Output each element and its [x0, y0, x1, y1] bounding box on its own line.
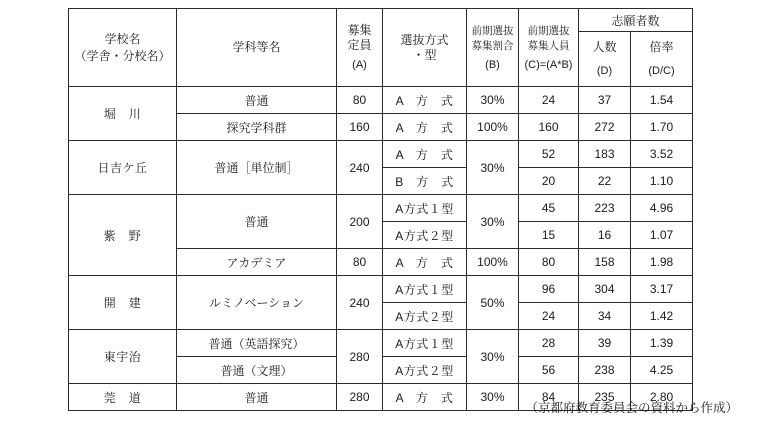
- col-header-ratio-note: (B): [485, 58, 500, 71]
- cell-ratio: 100%: [467, 249, 519, 276]
- col-header-method-line2: ・型: [412, 47, 437, 62]
- cell-multiplier: 3.52: [631, 141, 693, 168]
- cell-method: A方式１型: [383, 276, 467, 303]
- col-header-ratio: [467, 9, 519, 87]
- cell-school: 堀 川: [69, 87, 177, 141]
- cell-ratio: 30%: [467, 384, 519, 411]
- cell-method: A方式２型: [383, 303, 467, 330]
- cell-applicants: 34: [579, 303, 631, 330]
- col-header-dept-label: 学科等名: [232, 40, 281, 55]
- cell-applicants: 16: [579, 222, 631, 249]
- cell-dept: 普通: [177, 384, 337, 411]
- cell-multiplier: 1.70: [631, 114, 693, 141]
- col-header-people-line2: 募集人員: [527, 39, 570, 52]
- cell-multiplier: 4.25: [631, 357, 693, 384]
- col-header-method-line1: 選抜方式: [400, 32, 449, 47]
- col-header-applicants-mult: [631, 32, 693, 87]
- table-sheet: [68, 8, 692, 411]
- cell-method: A 方 式: [383, 141, 467, 168]
- col-header-applicants-count-label: 人数: [592, 40, 617, 55]
- cell-multiplier: 1.10: [631, 168, 693, 195]
- cell-method: A方式１型: [383, 330, 467, 357]
- cell-method: A 方 式: [383, 114, 467, 141]
- cell-dept: 普通: [177, 195, 337, 249]
- admissions-table: [68, 8, 693, 411]
- cell-applicants: 304: [579, 276, 631, 303]
- cell-people: 15: [519, 222, 579, 249]
- col-header-people-line1: 前期選抜: [527, 24, 570, 37]
- cell-school: 日吉ケ丘: [69, 141, 177, 195]
- cell-multiplier: 1.98: [631, 249, 693, 276]
- cell-people: 96: [519, 276, 579, 303]
- cell-people: 56: [519, 357, 579, 384]
- cell-multiplier: 1.39: [631, 330, 693, 357]
- cell-ratio: 100%: [467, 114, 519, 141]
- table-row: [69, 141, 693, 168]
- cell-method: B 方 式: [383, 168, 467, 195]
- col-header-school-line1: 学校名: [104, 32, 141, 47]
- cell-people: 45: [519, 195, 579, 222]
- cell-multiplier: 1.07: [631, 222, 693, 249]
- table-body: [69, 87, 693, 411]
- cell-people: 20: [519, 168, 579, 195]
- cell-method: A方式２型: [383, 357, 467, 384]
- col-header-school-line2: （学舎・分校名）: [74, 48, 171, 63]
- cell-people: 160: [519, 114, 579, 141]
- cell-applicants: 238: [579, 357, 631, 384]
- col-header-method: [383, 9, 467, 87]
- cell-applicants: 235: [579, 384, 631, 411]
- cell-school: 紫 野: [69, 195, 177, 276]
- cell-quota: 240: [337, 141, 383, 195]
- cell-ratio: 30%: [467, 141, 519, 195]
- cell-method: A 方 式: [383, 249, 467, 276]
- cell-dept: 普通: [177, 87, 337, 114]
- cell-people: 84: [519, 384, 579, 411]
- table-row: [69, 276, 693, 303]
- table-row: [69, 330, 693, 357]
- col-header-school: [69, 9, 177, 87]
- cell-dept: アカデミア: [177, 249, 337, 276]
- cell-quota: 80: [337, 87, 383, 114]
- cell-quota: 80: [337, 249, 383, 276]
- table-header: [69, 9, 693, 87]
- cell-people: 80: [519, 249, 579, 276]
- cell-applicants: 272: [579, 114, 631, 141]
- col-header-applicants-mult-label: 倍率: [649, 40, 674, 55]
- cell-ratio: 30%: [467, 195, 519, 249]
- col-header-quota-line1: 募集: [347, 22, 372, 37]
- col-header-applicants-count: [579, 32, 631, 87]
- cell-school: 開 建: [69, 276, 177, 330]
- cell-quota: 280: [337, 384, 383, 411]
- cell-multiplier: 3.17: [631, 276, 693, 303]
- cell-applicants: 223: [579, 195, 631, 222]
- cell-ratio: 50%: [467, 276, 519, 330]
- cell-applicants: 158: [579, 249, 631, 276]
- cell-dept: 普通（英語探究）: [177, 330, 337, 357]
- col-header-ratio-line2: 募集割合: [471, 39, 514, 52]
- col-header-quota-note: (A): [352, 58, 367, 71]
- col-header-quota-line2: 定員: [347, 37, 372, 52]
- cell-applicants: 39: [579, 330, 631, 357]
- col-header-applicants-mult-note: (D/C): [648, 64, 675, 77]
- table-row: [69, 87, 693, 114]
- cell-applicants: 183: [579, 141, 631, 168]
- cell-dept: 普通（文理）: [177, 357, 337, 384]
- cell-dept: ルミノベーション: [177, 276, 337, 330]
- source-note: （京都府教育委員会の資料から作成）: [525, 401, 738, 415]
- cell-school: 莞 道: [69, 384, 177, 411]
- cell-multiplier: 4.96: [631, 195, 693, 222]
- col-header-people: [519, 9, 579, 87]
- cell-applicants: 37: [579, 87, 631, 114]
- col-header-ratio-line1: 前期選抜: [471, 24, 514, 37]
- cell-people: 28: [519, 330, 579, 357]
- col-header-dept: [177, 9, 337, 87]
- cell-school: 東宇治: [69, 330, 177, 384]
- cell-multiplier: 1.42: [631, 303, 693, 330]
- cell-method: A方式１型: [383, 195, 467, 222]
- cell-quota: 240: [337, 276, 383, 330]
- cell-method: A 方 式: [383, 87, 467, 114]
- col-header-applicants-count-note: (D): [596, 64, 613, 77]
- col-header-people-note: (C)=(A*B): [524, 58, 573, 71]
- cell-dept: 探究学科群: [177, 114, 337, 141]
- cell-method: A方式２型: [383, 222, 467, 249]
- cell-quota: 160: [337, 114, 383, 141]
- cell-people: 24: [519, 303, 579, 330]
- cell-applicants: 22: [579, 168, 631, 195]
- cell-dept: 普通［単位制］: [177, 141, 337, 195]
- cell-quota: 280: [337, 330, 383, 384]
- header-row-1: [69, 9, 693, 32]
- table-row: [69, 195, 693, 222]
- cell-ratio: 30%: [467, 330, 519, 384]
- cell-people: 52: [519, 141, 579, 168]
- cell-multiplier: 2.80: [631, 384, 693, 411]
- col-header-applicants-group-label: 志願者数: [611, 13, 660, 28]
- col-header-applicants-group: [579, 9, 693, 32]
- col-header-quota: [337, 9, 383, 87]
- cell-quota: 200: [337, 195, 383, 249]
- cell-ratio: 30%: [467, 87, 519, 114]
- cell-method: A 方 式: [383, 384, 467, 411]
- cell-multiplier: 1.54: [631, 87, 693, 114]
- cell-people: 24: [519, 87, 579, 114]
